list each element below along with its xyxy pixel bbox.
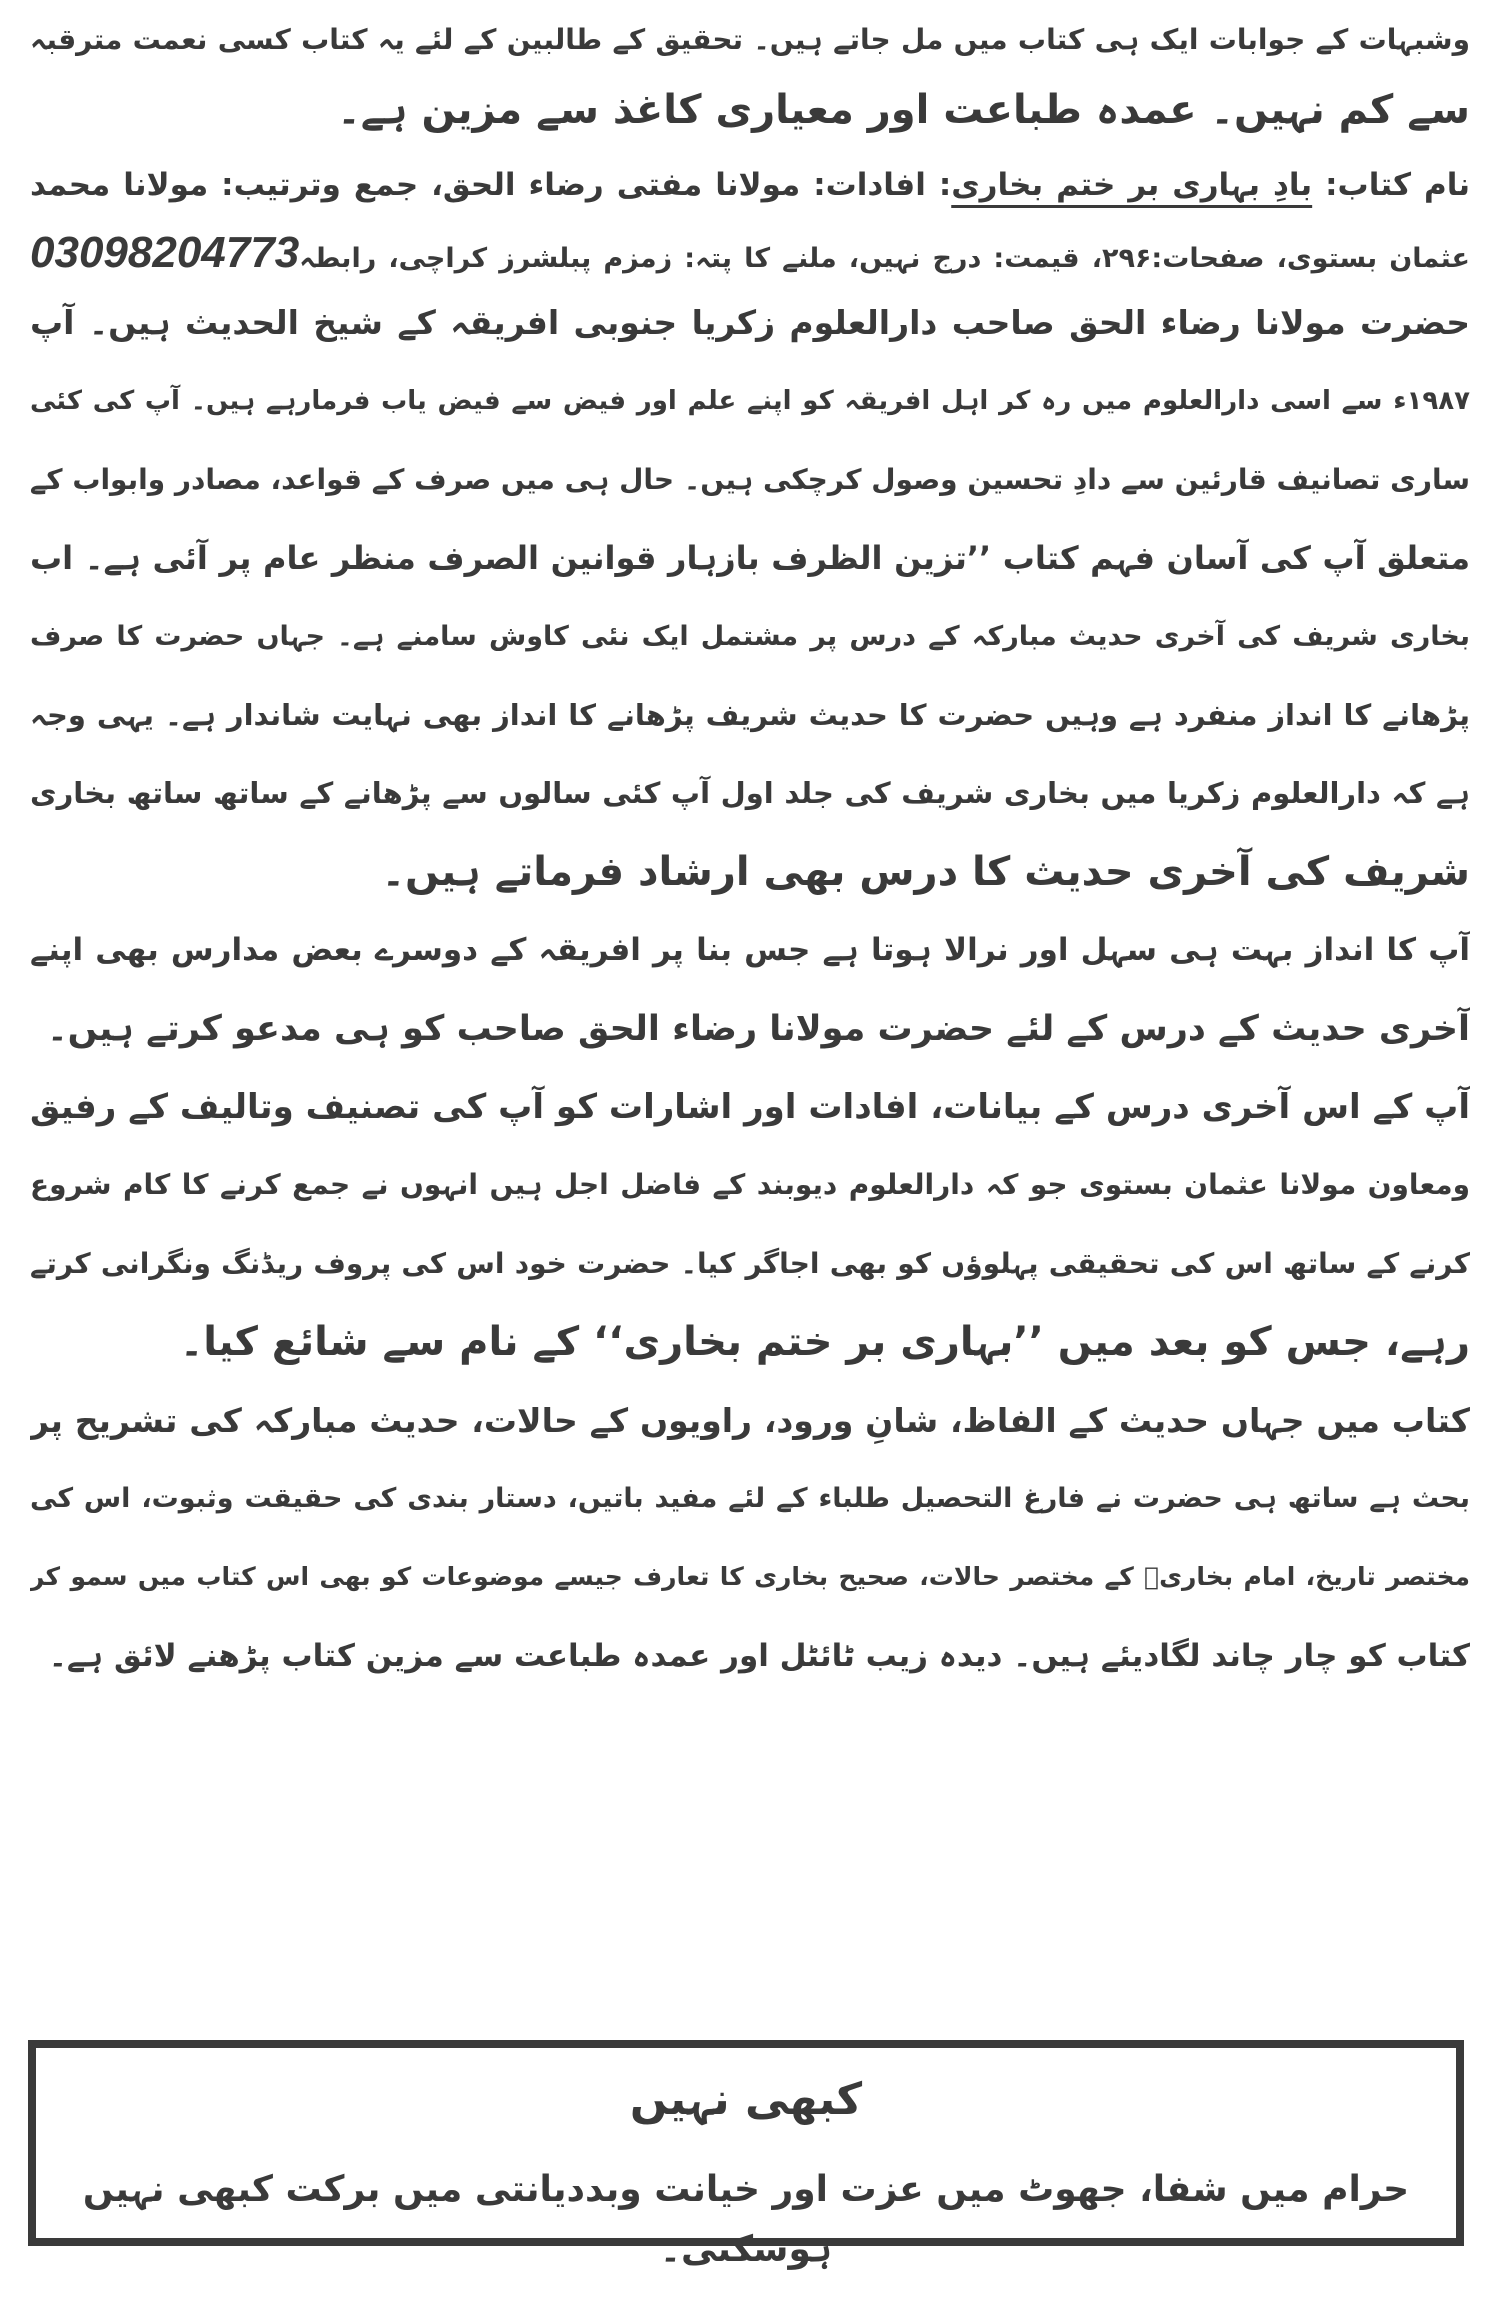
- contact-phone: 03098204773: [30, 228, 300, 277]
- paragraph-line: رہے، جس کو بعد میں ’’بہاری بر ختم بخاری‘‘ کے نام سے شائع کیا۔: [179, 1319, 1470, 1366]
- paragraph-line: ساری تصانیف قارئین سے دادِ تحسین وصول کرچکی ہیں۔ حال ہی میں صرف کے قواعد، مصادر وابواب کے: [30, 462, 1470, 496]
- paragraph-line: کرنے کے ساتھ اس کی تحقیقی پہلوؤں کو بھی اجاگر کیا۔ حضرت خود اس کی پروف ریڈنگ ونگرانی کرتے: [30, 1246, 1470, 1280]
- paragraph-line: متعلق آپ کی آسان فہم کتاب ’’تزین الظرف بازہار قوانین الصرف منظر عام پر آئی ہے۔ اب: [30, 539, 1470, 578]
- paragraph-line: آپ کا انداز بہت ہی سہل اور نرالا ہوتا ہے جس بنا پر افریقہ کے دوسرے بعض مدارس بھی اپنے: [30, 932, 1470, 969]
- intro-line: وشبہات کے جوابات ایک ہی کتاب میں مل جاتے ہیں۔ تحقیق کے طالبین کے لئے یہ کتاب کسی نعمت مترقبہ: [30, 23, 1470, 56]
- paragraph-line: حضرت مولانا رضاء الحق صاحب دارالعلوم زکریا جنوبی افریقہ کے شیخ الحدیث ہیں۔ آپ: [30, 303, 1470, 342]
- book-name-label: نام کتاب:: [1312, 167, 1470, 203]
- book-info-line: [30, 150, 1470, 220]
- quote-box: [28, 2040, 1464, 2270]
- book-info-line: [30, 218, 1470, 288]
- paragraph-line: پڑھانے کا انداز منفرد ہے وہیں حضرت کا حدیث شریف پڑھانے کا انداز بھی نہایت شاندار ہے۔ یہی وجہ: [30, 698, 1470, 732]
- quote-box-title: کبھی نہیں: [629, 2074, 863, 2125]
- paragraph-line: ۱۹۸۷ء سے اسی دارالعلوم میں رہ کر اہل افریقہ کو اپنے علم اور فیض سے فیض یاب فرمارہے ہیں۔ آپ کی کئی: [30, 386, 1470, 417]
- paragraph-line: بحث ہے ساتھ ہی حضرت نے فارغ التحصیل طلباء کے لئے مفید باتیں، دستار بندی کی حقیقت وثبوت، اس کی: [30, 1483, 1470, 1514]
- paragraph-line: آپ کے اس آخری درس کے بیانات، افادات اور اشارات کو آپ کی تصنیف وتالیف کے رفیق: [30, 1087, 1470, 1127]
- paragraph-line: کتاب میں جہاں حدیث کے الفاظ، شانِ ورود، راویوں کے حالات، حدیث مبارکہ کی تشریح پر: [30, 1400, 1470, 1440]
- paragraph-line: مختصر تاریخ، امام بخاریؒ کے مختصر حالات، صحیح بخاری کا تعارف جیسے موضوعات کو بھی اس کتاب میں سمو کر: [30, 1562, 1470, 1592]
- book-info-details: : افادات: مولانا مفتی رضاء الحق، جمع وترتیب: مولانا محمد: [30, 167, 952, 203]
- paragraph-line: آخری حدیث کے درس کے لئے حضرت مولانا رضاء الحق صاحب کو ہی مدعو کرتے ہیں۔: [47, 1008, 1470, 1049]
- intro-line: سے کم نہیں۔ عمدہ طباعت اور معیاری کاغذ سے مزین ہے۔: [337, 87, 1470, 133]
- paragraph-line: شریف کی آخری حدیث کا درس بھی ارشاد فرماتے ہیں۔: [381, 848, 1470, 895]
- paragraph-line: ومعاون مولانا عثمان بستوی جو کہ دارالعلوم دیوبند کے فاضل اجل ہیں انہوں نے جمع کرنے کا کام شروع: [30, 1168, 1470, 1202]
- paragraph-line: کتاب کو چار چاند لگادیئے ہیں۔ دیدہ زیب ٹائٹل اور عمدہ طباعت سے مزین کتاب پڑھنے لائق ہے۔: [48, 1637, 1470, 1674]
- book-info-details: عثمان بستوی، صفحات:۲۹۶، قیمت: درج نہیں، ملنے کا پتہ: زمزم پبلشرز کراچی، رابطہ: [299, 243, 1470, 274]
- book-title: بادِ بہاری بر ختم بخاری: [951, 167, 1313, 203]
- paragraph-line: ہے کہ دارالعلوم زکریا میں بخاری شریف کی جلد اول آپ کئی سالوں سے پڑھانے کے ساتھ ساتھ بخاری: [30, 776, 1470, 811]
- quote-box-text: حرام میں شفا، جھوٹ میں عزت اور خیانت وبددیانتی میں برکت کبھی نہیں ہوسکتی۔: [82, 2169, 1410, 2270]
- paragraph-line: بخاری شریف کی آخری حدیث مبارکہ کے درس پر مشتمل ایک نئی کاوش سامنے ہے۔ جہاں حضرت کا صرف: [30, 620, 1470, 652]
